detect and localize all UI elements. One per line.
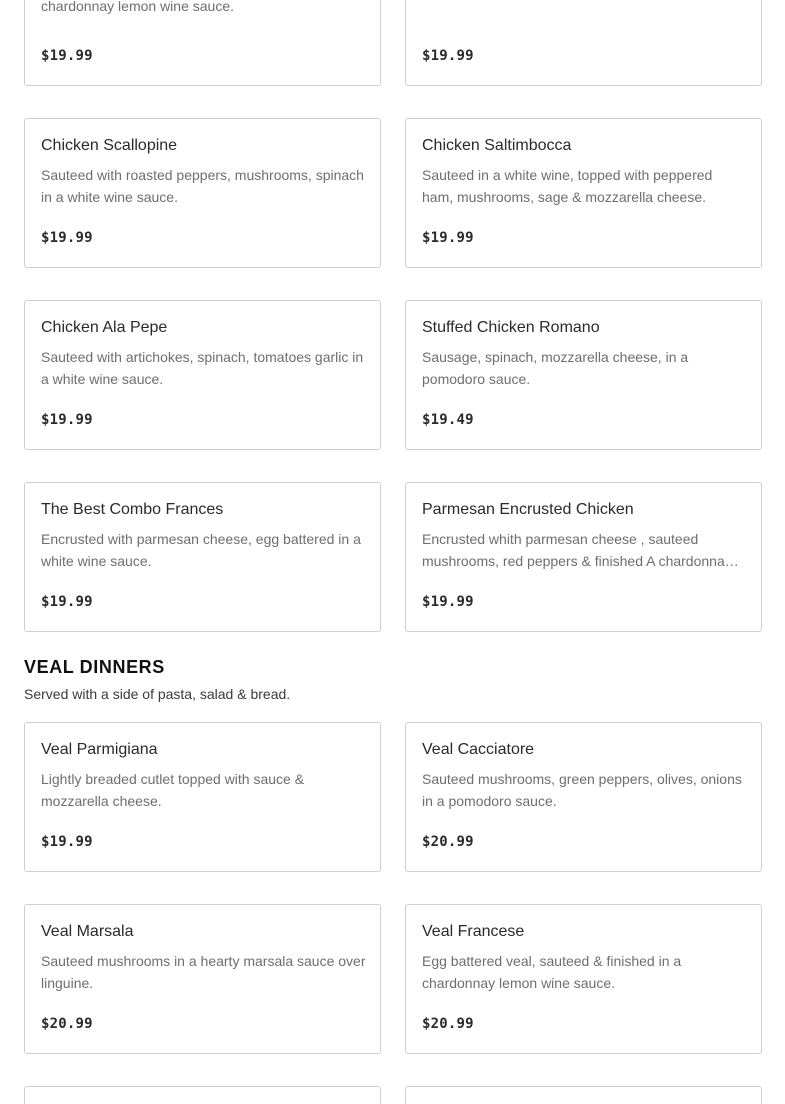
item-description: Sauteed mushrooms, green peppers, olives, onions in a pomodoro sauce.: [422, 771, 742, 809]
item-description: Sauteed with artichokes, spinach, tomatoes garlic in a white wine sauce.: [41, 349, 364, 387]
item-price: $19.99: [41, 412, 93, 428]
menu-item-card[interactable]: [24, 482, 381, 632]
item-description: Sauteed in a white wine, topped with peppered ham, mushrooms, sage & mozzarella cheese.: [422, 167, 713, 205]
menu-item-card[interactable]: [24, 0, 381, 86]
item-description: Sauteed mushrooms in a hearty marsala sauce over linguine.: [41, 953, 366, 991]
item-price: $19.99: [422, 48, 474, 64]
item-description: Encrusted whith parmesan cheese , sauteed mushrooms, red peppers & finished A chardonna…: [422, 531, 739, 569]
menu-item-card[interactable]: [24, 722, 381, 872]
menu-item-card[interactable]: [24, 1086, 381, 1104]
item-price: $19.99: [41, 834, 93, 850]
item-name: Stuffed Chicken Romano: [422, 319, 600, 336]
section-subtitle: Served with a side of pasta, salad & bread.: [24, 686, 291, 702]
item-price: $19.99: [422, 594, 474, 610]
item-price: $19.49: [422, 412, 474, 428]
item-description: Lightly breaded cutlet topped with sauce & mozzarella cheese.: [41, 771, 305, 809]
item-name: Chicken Saltimbocca: [422, 137, 572, 154]
menu-item-card[interactable]: [405, 904, 762, 1054]
item-name: Parmesan Encrusted Chicken: [422, 501, 634, 518]
menu-item-card[interactable]: [24, 904, 381, 1054]
item-price: $19.99: [41, 48, 93, 64]
menu-item-card[interactable]: [405, 0, 762, 86]
item-price: $19.99: [422, 230, 474, 246]
menu-item-card[interactable]: [405, 1086, 762, 1104]
item-description: Sauteed with roasted peppers, mushrooms, spinach in a white wine sauce.: [41, 167, 364, 205]
item-description: Encrusted with parmesan cheese, egg battered in a white wine sauce.: [41, 531, 361, 569]
item-name: The Best Combo Frances: [41, 501, 224, 518]
menu-item-card[interactable]: [405, 300, 762, 450]
item-price: $19.99: [41, 230, 93, 246]
item-price: $19.99: [41, 594, 93, 610]
item-price: $20.99: [422, 1016, 474, 1032]
menu-item-card[interactable]: [405, 482, 762, 632]
item-description: chardonnay lemon wine sauce.: [41, 0, 235, 14]
item-price: $20.99: [422, 834, 474, 850]
item-price: $20.99: [41, 1016, 93, 1032]
item-description: Egg battered veal, sauteed & finished in a chardonnay lemon wine sauce.: [422, 953, 682, 991]
menu-item-card[interactable]: [24, 118, 381, 268]
menu-item-card[interactable]: [405, 722, 762, 872]
item-name: Veal Francese: [422, 923, 525, 940]
menu-item-card[interactable]: [24, 300, 381, 450]
item-name: Chicken Ala Pepe: [41, 319, 168, 336]
item-name: Veal Cacciatore: [422, 741, 535, 758]
section-title: VEAL DINNERS: [24, 657, 165, 677]
item-description: Sausage, spinach, mozzarella cheese, in a pomodoro sauce.: [422, 349, 689, 387]
item-name: Veal Parmigiana: [41, 741, 158, 758]
item-name: Veal Marsala: [41, 923, 134, 940]
item-name: Chicken Scallopine: [41, 137, 178, 154]
menu-item-card[interactable]: [405, 118, 762, 268]
